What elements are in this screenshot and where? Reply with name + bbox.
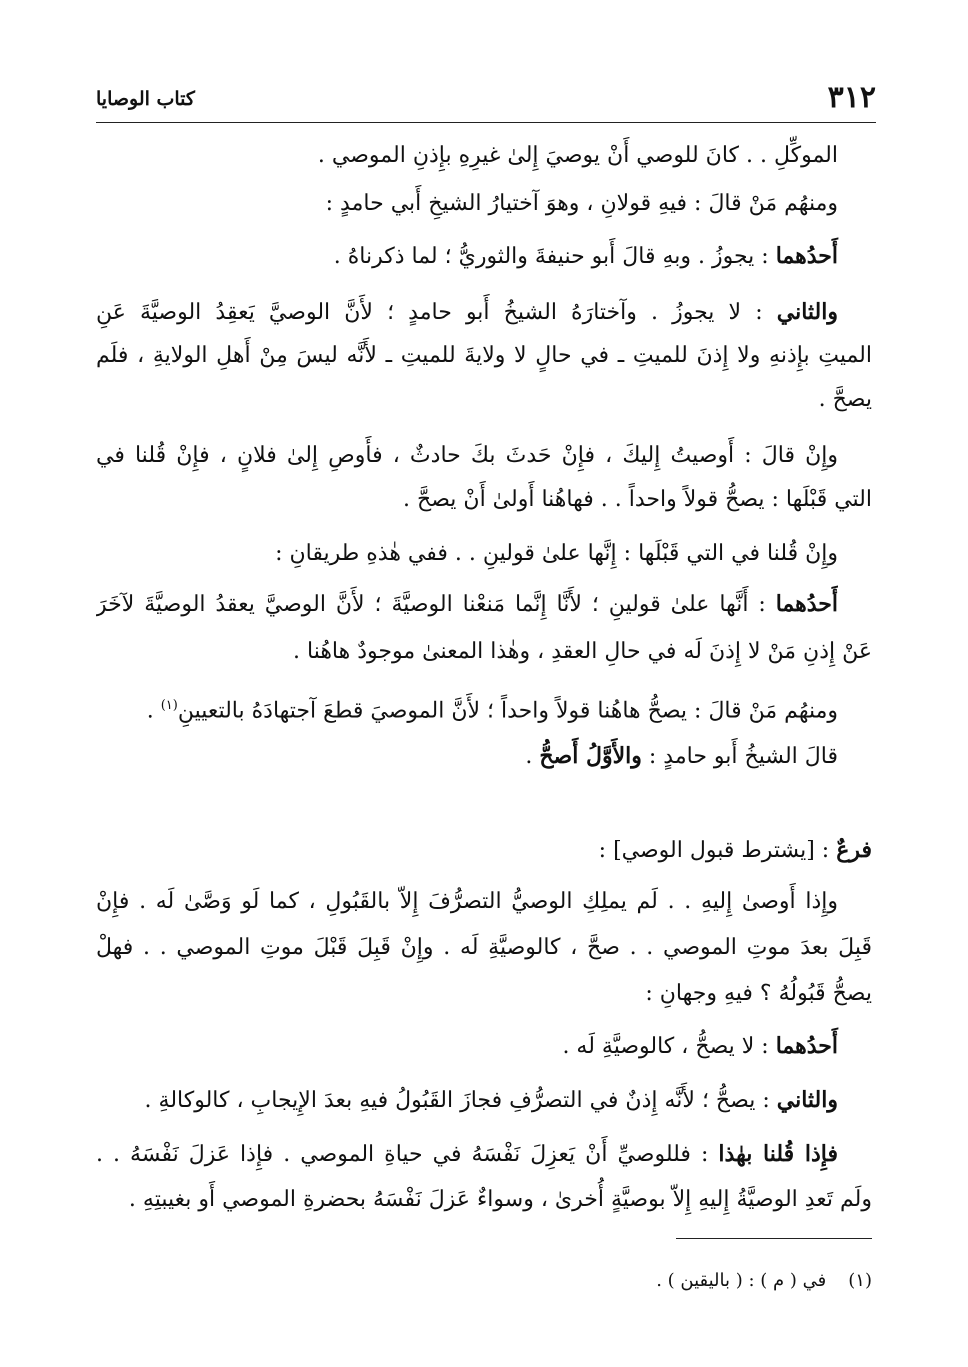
section-label: فرعٌ [836,837,872,863]
running-title: كتاب الوصايا [96,88,195,110]
text-line: أَحدُهما : لا يصحُّ ، كالوصيَّةِ لَه . [562,1033,838,1059]
lead-word: والثاني [776,1087,838,1113]
text-line: يصحُّ قَبُولُهُ ؟ فيهِ وجهانِ : [645,981,872,1006]
text-line: ومنهُم مَنْ قالَ : يصحُّ هاهُنا قولاً واحداً ؛ لأَنَّ الموصيَ قطعَ آجتهادَهُ بالتعيينِ$^{(١)}$ . [146,698,838,724]
text-line: وإِنْ قُلنا في التي قَبْلَها : إِنَّها علىٰ قولينِ . . ففي هٰذهِ طريقانِ : [275,541,838,566]
text-line: قالَ الشيخُ أَبو حامدٍ : والأَوَّلُ أَصحُّ . [525,743,838,769]
text-line: ومنهُم مَنْ قالَ : فيهِ قولانِ ، وهوَ آختيارُ الشيخِ أَبي حامدٍ : [325,191,838,216]
page-number: ٣١٢ [827,80,876,115]
text-line: يصحَّ . [818,387,872,412]
text-line: عَنْ إِذنِ مَنْ لا إِذنَ لَه في حالِ العقدِ ، وهٰذا المعنىٰ موجودٌ هاهُنا . [293,639,872,664]
lead-word: أَحدُهما [775,243,838,269]
text-line: قَبِلَ بعدَ موتِ الموصي . . صحَّ ، كالوصيَّةِ لَه . وإِنْ قَبِلَ قَبْلَ موتِ الموصي . . فهلْ [96,935,872,960]
text-line: أَحدُهما : أَنَّها علىٰ قولينِ ؛ لأَنَّا إِنَّما مَنعْنا الوصيَّةَ ؛ لأَنَّ الوصيَّ يعقدُ الوصيَّةَ لآخَرَ [96,591,838,617]
lead-word: أَحدُهما [775,1033,838,1059]
text-line: ولَم تَعدِ الوصيَّةُ إِليهِ إِلاّ بوصيَّةٍ أُخرىٰ ، وسواءٌ عَزلَ نَفْسَهُ بحضرةِ الموصي أَو بغيبتِهِ . [128,1187,872,1212]
emphasis-text: والأَوَّلُ أَصحُّ [539,743,642,769]
page-header [96,78,876,123]
text-line: فإِذا قُلنا بهٰذا : فللوصيِّ أَنْ يَعزِلَ نَفْسَهُ في حياةِ الموصي . فإِذا عَزلَ نَفْسَهُ . . [96,1141,838,1167]
text-line: وإِنْ قالَ : أَوصيتُ إِليكَ ، فإِنْ حَدثَ بكَ حادثٌ ، فأَوصِ إِلىٰ فلانٍ ، فإِنْ قُلنا في [96,443,838,468]
section-title: : [يشترط قبول الوصي] : [598,838,837,863]
text-line: الميتِ بإِذنهِ ولا إِذنَ للميتِ ـ في حالٍ لا ولايةَ للميتِ ـ لأَنَّه ليسَ مِنْ أَهلِ الولايةِ ، فلَم [96,343,872,368]
text-line: التي قَبْلَها : يصحُّ قولاً واحداً . . فهاهُنا أَولىٰ أَنْ يصحَّ . [403,487,872,512]
lead-word: والثاني [776,299,838,325]
lead-word: أَحدُهما [775,591,838,617]
footnote-text: في ( م ) : ( باليقين ) . [656,1270,827,1291]
text-line: وإِذا أَوصىٰ إِليهِ . . لَم يملِكِ الوصيُّ التصرُّفَ إِلاّ بالقَبُولِ ، كما لَو وَصَّىٰ لَه . فإِنْ [96,889,838,914]
footnote [656,1270,872,1291]
lead-word: فإِذا قُلنا بهٰذا [718,1141,838,1167]
text-line: والثاني : يصحُّ ؛ لأَنَّه إِذنٌ في التصرُّفِ فجازَ القَبُولُ فيهِ بعدَ الإِيجابِ ، كالوكالةِ . [144,1087,838,1113]
footnote-marker: (١) [160,698,178,713]
text-line: والثاني : لا يجوزُ . وآختارَهُ الشيخُ أَبو حامدٍ ؛ لأَنَّ الوصيَّ يَعقِدُ الوصيَّةَ عَنِ [96,299,838,325]
footnote-separator [676,1238,872,1239]
text-line: أَحدُهما : يجوزُ . وبهِ قالَ أَبو حنيفةَ والثوريُّ ؛ لما ذكرناهُ . [333,243,838,269]
section-heading [599,830,872,874]
footnote-number: (١) [848,1270,872,1291]
text-line: الموكِّلِ . . كانَ للوصي أَنْ يوصيَ إِلىٰ غيرِهِ بإِذنِ الموصي . [317,143,838,168]
